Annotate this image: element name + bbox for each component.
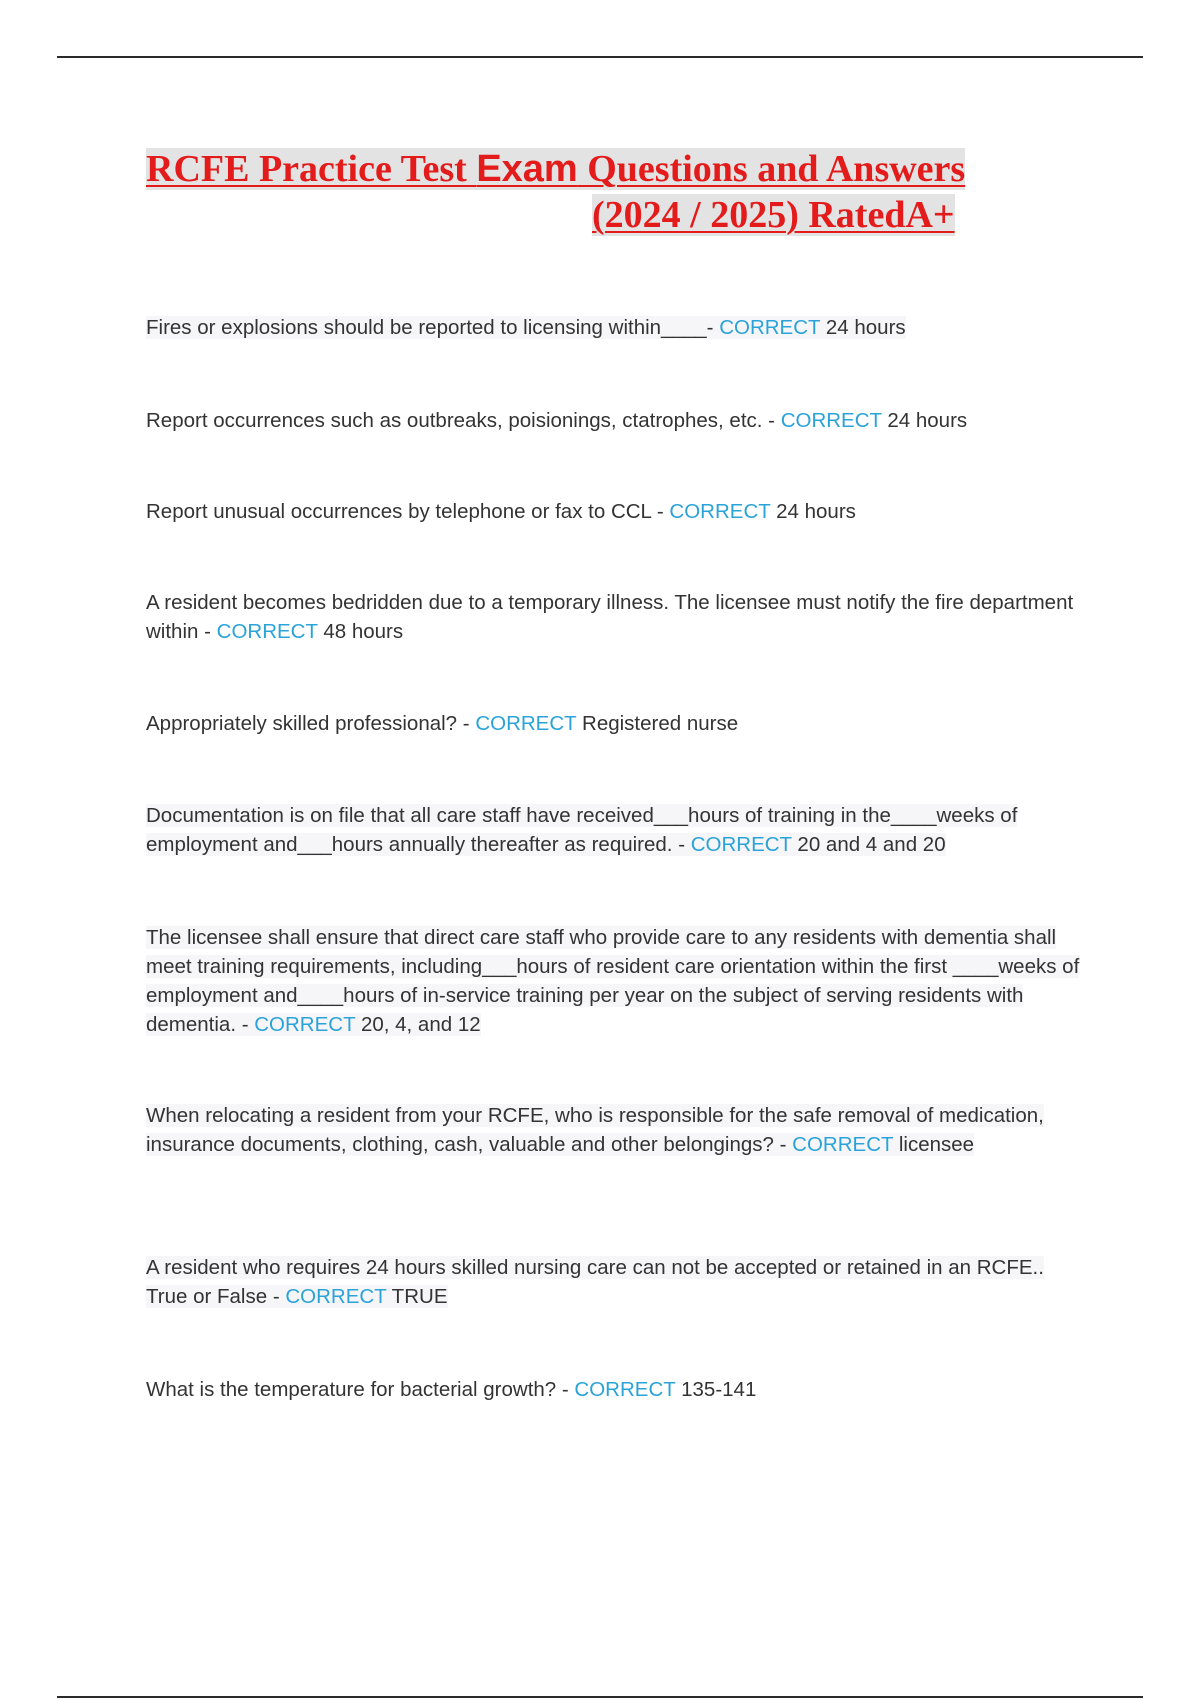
correct-label: CORRECT (216, 620, 318, 643)
qa-shade (146, 804, 1017, 856)
title-text-a: RCFE Practice Test (146, 148, 477, 190)
correct-label: CORRECT (475, 712, 577, 735)
correct-label: CORRECT (574, 1378, 676, 1401)
answer-text: TRUE (386, 1285, 448, 1308)
qa-shade (146, 1104, 1044, 1156)
qa-item-10 (146, 1375, 1086, 1404)
qa-item-1 (146, 313, 1086, 342)
answer-text: 24 hours (820, 316, 906, 339)
qa-item-4 (146, 588, 1086, 646)
qa-item-2 (146, 406, 1086, 435)
qa-item-6 (146, 801, 1086, 859)
answer-text: licensee (893, 1133, 975, 1156)
qa-shade (146, 316, 906, 339)
title-text-exam: Exam (476, 148, 578, 190)
question-text: A resident who requires 24 hours skilled nursing care can not be accepted or retained in an RCFE.. True or False - (146, 1256, 1044, 1308)
correct-label: CORRECT (719, 316, 821, 339)
title-line-2 (146, 192, 1046, 238)
qa-shade (146, 926, 1079, 1036)
question-text: Documentation is on file that all care staff have received___hours of training in the____weeks of employment and___hours annually thereafter as required. - (146, 804, 1018, 856)
correct-label: CORRECT (690, 833, 792, 856)
title-text-b: Questions and Answers (577, 148, 966, 190)
document-title (146, 146, 1046, 238)
qa-item-7 (146, 923, 1086, 1039)
answer-text: 20, 4, and 12 (355, 1013, 481, 1036)
title-text-year: (2024 / 2025) RatedA+ (592, 194, 955, 236)
question-text: Report occurrences such as outbreaks, poisionings, ctatrophes, etc. - (146, 409, 781, 432)
question-text: The licensee shall ensure that direct care staff who provide care to any residents with dementia shall meet training requirements, including___hours of resident care orientation within the first ____weeks of employment and____hours of in-service training per year on the subject of serving residents with dementia. - (146, 926, 1080, 1036)
qa-item-9 (146, 1253, 1086, 1311)
question-text: Appropriately skilled professional? - (146, 712, 476, 735)
qa-shade (146, 1256, 1044, 1308)
question-text: When relocating a resident from your RCFE, who is responsible for the safe removal of medication, insurance documents, clothing, cash, valuable and other belongings? - (146, 1104, 1044, 1156)
answer-text: Registered nurse (576, 712, 739, 735)
correct-label: CORRECT (792, 1133, 894, 1156)
correct-label: CORRECT (780, 409, 882, 432)
title-highlight-1 (146, 148, 965, 190)
question-text: Report unusual occurrences by telephone or fax to CCL - (146, 500, 670, 523)
question-text: A resident becomes bedridden due to a temporary illness. The licensee must notify the fire department within - (146, 591, 1074, 643)
answer-text: 48 hours (317, 620, 404, 643)
qa-item-5 (146, 709, 1086, 738)
answer-text: 24 hours (770, 500, 856, 523)
answer-text: 135-141 (675, 1378, 757, 1401)
correct-label: CORRECT (254, 1013, 356, 1036)
qa-item-8 (146, 1101, 1086, 1159)
correct-label: CORRECT (285, 1285, 387, 1308)
title-line-1 (146, 146, 1046, 192)
header-rule (57, 56, 1143, 58)
question-text: What is the temperature for bacterial growth? - (146, 1378, 575, 1401)
qa-item-3 (146, 497, 1086, 526)
answer-text: 24 hours (881, 409, 968, 432)
answer-text: 20 and 4 and 20 (791, 833, 946, 856)
correct-label: CORRECT (669, 500, 771, 523)
question-text: Fires or explosions should be reported to licensing within____- (146, 316, 720, 339)
footer-rule (57, 1696, 1143, 1698)
